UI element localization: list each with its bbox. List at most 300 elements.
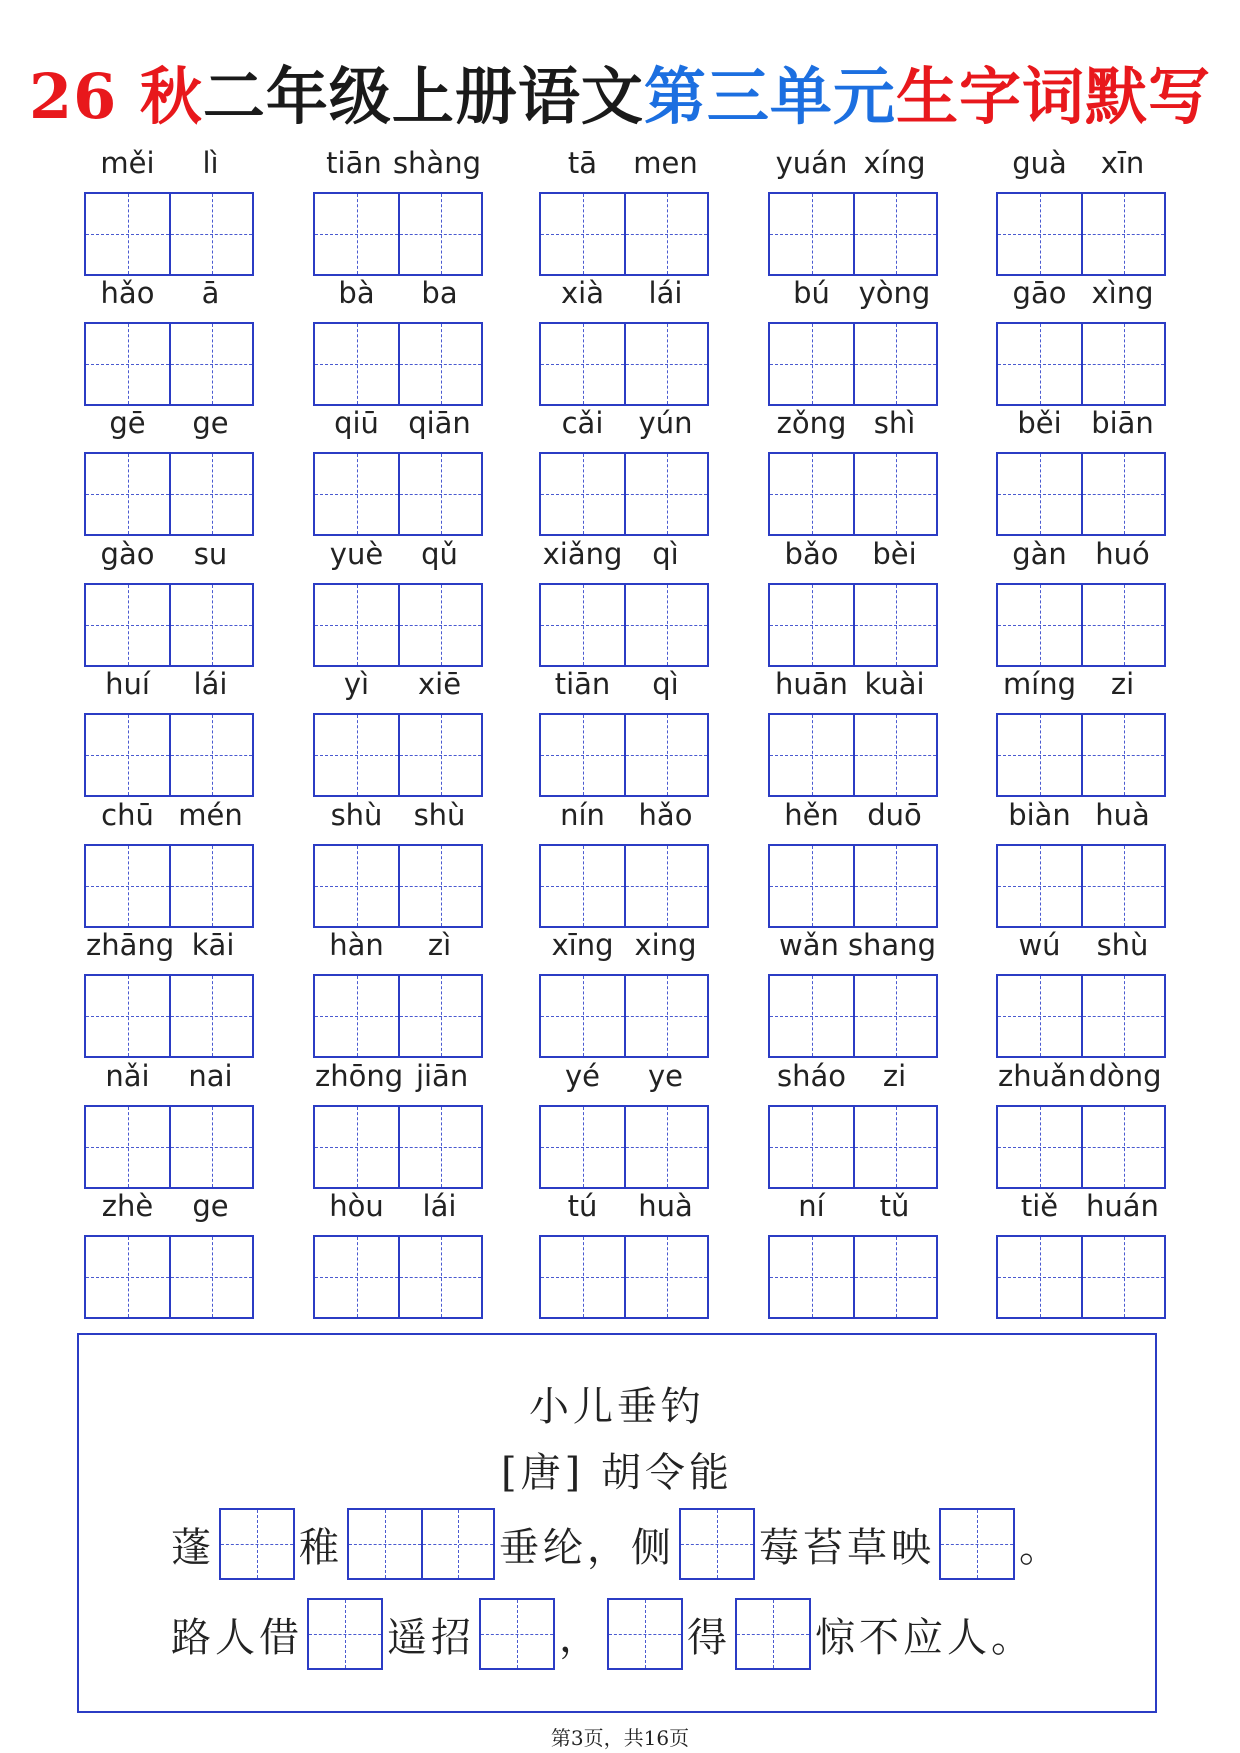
tianzige-cell[interactable]	[1081, 846, 1164, 926]
pinyin-syllable: yún	[638, 406, 693, 440]
word-item	[539, 926, 709, 1046]
writing-box[interactable]	[768, 322, 938, 406]
writing-box[interactable]	[313, 1105, 483, 1189]
writing-box[interactable]	[84, 713, 254, 797]
writing-box[interactable]	[84, 322, 254, 406]
poem-blank-box[interactable]	[307, 1598, 383, 1670]
tianzige-cell[interactable]	[398, 1107, 481, 1187]
poem-text: 惊不应人。	[815, 1614, 1035, 1661]
word-item	[768, 535, 938, 655]
tianzige-cell[interactable]	[624, 846, 707, 926]
pinyin-row	[996, 535, 1166, 573]
pinyin-syllable: xíng	[863, 146, 926, 180]
tianzige-cell[interactable]	[541, 454, 624, 534]
tianzige-cell[interactable]	[541, 324, 624, 404]
pinyin-syllable: ba	[421, 276, 458, 310]
pinyin-row	[539, 1187, 709, 1225]
poem-blank-box[interactable]	[479, 1598, 555, 1670]
pinyin-syllable: ge	[192, 406, 229, 440]
pinyin-syllable: shàng	[392, 146, 481, 180]
writing-box[interactable]	[539, 322, 709, 406]
tianzige-cell[interactable]	[770, 194, 853, 274]
tianzige-cell[interactable]	[86, 1107, 169, 1187]
pinyin-syllable: hàn	[329, 928, 384, 962]
pinyin-row	[768, 1057, 938, 1095]
tianzige-cell[interactable]	[770, 715, 853, 795]
tianzige-cell[interactable]	[998, 194, 1081, 274]
tianzige-cell[interactable]	[169, 976, 252, 1056]
writing-box[interactable]	[768, 844, 938, 928]
tianzige-cell[interactable]	[770, 976, 853, 1056]
tianzige-cell[interactable]	[770, 846, 853, 926]
tianzige-cell[interactable]	[541, 1237, 624, 1317]
tianzige-cell[interactable]	[1081, 194, 1164, 274]
tianzige-cell[interactable]	[86, 324, 169, 404]
word-item	[313, 274, 483, 394]
pinyin-syllable: ye	[647, 1059, 683, 1093]
pinyin-row	[313, 404, 483, 442]
writing-box[interactable]	[313, 452, 483, 536]
word-item	[996, 665, 1166, 785]
pinyin-syllable: duō	[867, 798, 922, 832]
pinyin-syllable: zhōng	[315, 1059, 404, 1093]
writing-box[interactable]	[84, 192, 254, 276]
word-item	[539, 144, 709, 264]
pinyin-syllable: hòu	[329, 1189, 384, 1223]
pinyin-row	[539, 144, 709, 182]
pinyin-syllable: qì	[652, 537, 679, 571]
tianzige-cell[interactable]	[541, 194, 624, 274]
pinyin-syllable: gào	[100, 537, 155, 571]
poem-blank-box[interactable]	[939, 1508, 1015, 1580]
writing-box[interactable]	[539, 844, 709, 928]
pinyin-syllable: qiū	[334, 406, 379, 440]
word-item	[996, 274, 1166, 394]
pinyin-syllable: biàn	[1008, 798, 1071, 832]
pinyin-row	[539, 926, 709, 964]
page-footer: 第3页，共16页	[550, 1726, 690, 1750]
tianzige-cell[interactable]	[315, 194, 398, 274]
writing-box[interactable]	[768, 713, 938, 797]
writing-box[interactable]	[84, 1235, 254, 1319]
writing-box[interactable]	[768, 1105, 938, 1189]
writing-box[interactable]	[996, 1105, 1166, 1189]
poem-author: [唐] 胡令能	[501, 1450, 733, 1496]
pinyin-syllable: huán	[1086, 1189, 1159, 1223]
pinyin-row	[84, 144, 254, 182]
tianzige-cell[interactable]	[624, 585, 707, 665]
tianzige-cell[interactable]	[86, 1237, 169, 1317]
word-item	[996, 535, 1166, 655]
pinyin-syllable: yòng	[858, 276, 931, 310]
tianzige-cell[interactable]	[770, 454, 853, 534]
pinyin-syllable: qiān	[408, 406, 471, 440]
word-item	[313, 665, 483, 785]
tianzige-cell[interactable]	[86, 715, 169, 795]
writing-box[interactable]	[313, 974, 483, 1058]
writing-box[interactable]	[84, 844, 254, 928]
tianzige-cell[interactable]	[169, 846, 252, 926]
pinyin-row	[768, 1187, 938, 1225]
pinyin-syllable: hǎo	[638, 798, 693, 832]
tianzige-cell[interactable]	[624, 324, 707, 404]
pinyin-syllable: hǎo	[100, 276, 155, 310]
pinyin-syllable: bà	[338, 276, 375, 310]
pinyin-syllable: tiān	[554, 667, 611, 701]
pinyin-syllable: tiān	[326, 146, 382, 180]
tianzige-cell[interactable]	[398, 324, 481, 404]
pinyin-row	[768, 274, 938, 312]
tianzige-cell[interactable]	[853, 1107, 936, 1187]
pinyin-syllable: tiě	[1020, 1189, 1059, 1223]
pinyin-row	[768, 665, 938, 703]
word-item	[539, 796, 709, 916]
tianzige-cell[interactable]	[398, 715, 481, 795]
pinyin-syllable: shù	[330, 798, 383, 832]
pinyin-syllable: yì	[343, 667, 370, 701]
tianzige-cell[interactable]	[398, 846, 481, 926]
pinyin-syllable: biān	[1091, 406, 1154, 440]
word-item	[768, 926, 938, 1046]
word-item	[996, 1057, 1166, 1177]
tianzige-cell[interactable]	[541, 1107, 624, 1187]
pinyin-syllable: lái	[648, 276, 683, 310]
writing-box[interactable]	[84, 1105, 254, 1189]
pinyin-row	[313, 1057, 483, 1095]
tianzige-cell[interactable]	[541, 976, 624, 1056]
writing-box[interactable]	[313, 192, 483, 276]
writing-box[interactable]	[539, 192, 709, 276]
pinyin-syllable: tú	[567, 1189, 598, 1223]
tianzige-cell[interactable]	[315, 846, 398, 926]
tianzige-cell[interactable]	[1081, 715, 1164, 795]
pinyin-syllable: shì	[873, 406, 916, 440]
tianzige-cell[interactable]	[169, 1107, 252, 1187]
tianzige-cell[interactable]	[1081, 585, 1164, 665]
tianzige-cell[interactable]	[853, 1237, 936, 1317]
pinyin-syllable: zi	[882, 1059, 907, 1093]
tianzige-cell[interactable]	[853, 846, 936, 926]
word-item	[768, 404, 938, 524]
word-item	[84, 144, 254, 264]
tianzige-cell[interactable]	[315, 1237, 398, 1317]
poem-text: 稚	[299, 1524, 343, 1571]
pinyin-syllable: tā	[567, 146, 598, 180]
tianzige-cell[interactable]	[86, 194, 169, 274]
writing-box[interactable]	[768, 192, 938, 276]
title-part-4: 生字词默写	[895, 60, 1211, 133]
pinyin-syllable: shù	[1096, 928, 1149, 962]
pinyin-syllable: yuè	[329, 537, 384, 571]
tianzige-cell[interactable]	[853, 324, 936, 404]
tianzige-cell[interactable]	[541, 715, 624, 795]
pinyin-syllable: kuài	[864, 667, 925, 701]
pinyin-syllable: sháo	[776, 1059, 846, 1093]
word-item	[84, 926, 254, 1046]
writing-box[interactable]	[539, 974, 709, 1058]
pinyin-row	[768, 796, 938, 834]
pinyin-row	[996, 404, 1166, 442]
writing-box[interactable]	[539, 1235, 709, 1319]
tianzige-cell[interactable]	[86, 585, 169, 665]
poem-line-1	[171, 1507, 1063, 1581]
pinyin-syllable: zhuǎn	[998, 1059, 1087, 1093]
pinyin-syllable: nín	[560, 798, 605, 832]
writing-box[interactable]	[996, 974, 1166, 1058]
poem-text: 蓬	[171, 1524, 215, 1571]
tianzige-cell[interactable]	[624, 1237, 707, 1317]
tianzige-cell[interactable]	[315, 585, 398, 665]
pinyin-row	[768, 535, 938, 573]
word-item	[539, 274, 709, 394]
word-item	[768, 665, 938, 785]
pinyin-row	[768, 926, 938, 964]
tianzige-cell[interactable]	[86, 976, 169, 1056]
pinyin-syllable: zǒng	[776, 406, 847, 440]
poem-text: ，	[559, 1614, 603, 1661]
pinyin-row	[84, 1057, 254, 1095]
pinyin-syllable: ge	[192, 1189, 229, 1223]
word-item	[313, 1057, 483, 1177]
pinyin-syllable: nai	[188, 1059, 233, 1093]
tianzige-cell[interactable]	[853, 194, 936, 274]
pinyin-row	[768, 144, 938, 182]
pinyin-syllable: wǎn	[779, 928, 839, 962]
pinyin-syllable: gē	[109, 406, 146, 440]
tianzige-cell[interactable]	[770, 585, 853, 665]
pinyin-row	[84, 274, 254, 312]
writing-box[interactable]	[313, 1235, 483, 1319]
pinyin-row	[539, 404, 709, 442]
pinyin-syllable: qì	[652, 667, 679, 701]
tianzige-cell[interactable]	[1081, 454, 1164, 534]
pinyin-syllable: gāo	[1012, 276, 1067, 310]
writing-box[interactable]	[313, 713, 483, 797]
pinyin-syllable: huó	[1095, 537, 1150, 571]
tianzige-cell[interactable]	[1081, 1237, 1164, 1317]
tianzige-cell[interactable]	[770, 1237, 853, 1317]
tianzige-cell[interactable]	[315, 715, 398, 795]
tianzige-cell[interactable]	[1081, 1107, 1164, 1187]
word-item	[996, 144, 1166, 264]
tianzige-cell[interactable]	[315, 1107, 398, 1187]
word-item	[84, 665, 254, 785]
writing-box[interactable]	[996, 713, 1166, 797]
tianzige-cell[interactable]	[86, 454, 169, 534]
tianzige-cell[interactable]	[315, 976, 398, 1056]
writing-box[interactable]	[996, 322, 1166, 406]
tianzige-cell[interactable]	[624, 194, 707, 274]
poem-text: 路人借	[171, 1614, 303, 1661]
pinyin-row	[539, 665, 709, 703]
poem-text: 得	[687, 1614, 731, 1661]
poem-text: 莓苔草映	[759, 1524, 935, 1571]
pinyin-syllable: tǔ	[879, 1189, 910, 1223]
tianzige-cell[interactable]	[998, 324, 1081, 404]
tianzige-cell[interactable]	[998, 846, 1081, 926]
title-part-2: 二年级上册语文	[202, 60, 644, 133]
word-item	[996, 1187, 1166, 1307]
tianzige-cell[interactable]	[169, 324, 252, 404]
tianzige-cell[interactable]	[624, 976, 707, 1056]
pinyin-syllable: míng	[1002, 667, 1077, 701]
tianzige-cell[interactable]	[169, 194, 252, 274]
writing-box[interactable]	[768, 583, 938, 667]
pinyin-syllable: men	[633, 146, 698, 180]
poem-blank-box[interactable]	[347, 1508, 495, 1580]
pinyin-syllable: guà	[1012, 146, 1067, 180]
pinyin-syllable: chū	[101, 798, 154, 832]
tianzige-cell[interactable]	[541, 585, 624, 665]
pinyin-syllable: huà	[1095, 798, 1150, 832]
writing-box[interactable]	[996, 452, 1166, 536]
writing-box[interactable]	[768, 452, 938, 536]
word-item	[84, 404, 254, 524]
word-item	[313, 144, 483, 264]
writing-box[interactable]	[313, 322, 483, 406]
poem-blank-box[interactable]	[735, 1598, 811, 1670]
pinyin-row	[313, 535, 483, 573]
pinyin-syllable: lái	[193, 667, 228, 701]
word-item	[313, 926, 483, 1046]
writing-box[interactable]	[539, 452, 709, 536]
pinyin-syllable: xīng	[551, 928, 614, 962]
pinyin-syllable: shù	[413, 798, 466, 832]
tianzige-cell[interactable]	[998, 1237, 1081, 1317]
pinyin-syllable: huà	[638, 1189, 693, 1223]
pinyin-syllable: gàn	[1012, 537, 1067, 571]
pinyin-syllable: cǎi	[561, 406, 604, 440]
tianzige-cell[interactable]	[998, 1107, 1081, 1187]
writing-box[interactable]	[996, 1235, 1166, 1319]
pinyin-syllable: ní	[798, 1189, 825, 1223]
tianzige-cell[interactable]	[624, 1107, 707, 1187]
pinyin-syllable: qǔ	[421, 537, 458, 571]
word-item	[768, 274, 938, 394]
pinyin-syllable: jiān	[415, 1059, 469, 1093]
tianzige-cell[interactable]	[1081, 324, 1164, 404]
word-item	[768, 144, 938, 264]
tianzige-cell[interactable]	[315, 454, 398, 534]
writing-box[interactable]	[768, 974, 938, 1058]
word-item	[313, 1187, 483, 1307]
poem-blank-box[interactable]	[679, 1508, 755, 1580]
poem-blank-box[interactable]	[607, 1598, 683, 1670]
tianzige-cell[interactable]	[398, 976, 481, 1056]
tianzige-cell[interactable]	[1081, 976, 1164, 1056]
pinyin-row	[313, 274, 483, 312]
tianzige-cell[interactable]	[398, 194, 481, 274]
tianzige-cell[interactable]	[853, 976, 936, 1056]
tianzige-cell[interactable]	[541, 846, 624, 926]
tianzige-cell[interactable]	[169, 454, 252, 534]
poem-title: 小儿垂钓	[529, 1384, 705, 1430]
tianzige-cell[interactable]	[853, 585, 936, 665]
pinyin-syllable: lái	[422, 1189, 457, 1223]
pinyin-row	[84, 1187, 254, 1225]
pinyin-row	[996, 274, 1166, 312]
writing-box[interactable]	[996, 583, 1166, 667]
tianzige-cell[interactable]	[998, 585, 1081, 665]
tianzige-cell[interactable]	[998, 976, 1081, 1056]
writing-box[interactable]	[84, 583, 254, 667]
pinyin-syllable: hěn	[784, 798, 839, 832]
tianzige-cell[interactable]	[624, 454, 707, 534]
pinyin-syllable: xīn	[1100, 146, 1145, 180]
tianzige-cell[interactable]	[86, 846, 169, 926]
writing-box[interactable]	[84, 974, 254, 1058]
writing-box[interactable]	[313, 583, 483, 667]
tianzige-cell[interactable]	[398, 454, 481, 534]
pinyin-syllable: běi	[1017, 406, 1062, 440]
tianzige-cell[interactable]	[624, 715, 707, 795]
word-item	[313, 535, 483, 655]
writing-box[interactable]	[539, 1105, 709, 1189]
pinyin-row	[313, 926, 483, 964]
pinyin-syllable: zi	[1110, 667, 1135, 701]
poem-blank-box[interactable]	[219, 1508, 295, 1580]
word-item	[84, 274, 254, 394]
word-item	[996, 404, 1166, 524]
writing-box[interactable]	[84, 452, 254, 536]
pinyin-row	[996, 1187, 1166, 1225]
tianzige-cell[interactable]	[315, 324, 398, 404]
word-item	[539, 535, 709, 655]
writing-box[interactable]	[996, 192, 1166, 276]
word-item	[768, 796, 938, 916]
pinyin-row	[996, 1057, 1166, 1095]
tianzige-cell[interactable]	[998, 454, 1081, 534]
word-item	[313, 796, 483, 916]
tianzige-cell[interactable]	[169, 585, 252, 665]
pinyin-syllable: kāi	[191, 928, 235, 962]
pinyin-syllable: bú	[793, 276, 830, 310]
writing-box[interactable]	[768, 1235, 938, 1319]
title-part-1: 26 秋	[29, 60, 203, 133]
tianzige-cell[interactable]	[169, 715, 252, 795]
pinyin-syllable: huān	[775, 667, 848, 701]
pinyin-row	[313, 796, 483, 834]
pinyin-syllable: xià	[561, 276, 604, 310]
writing-box[interactable]	[539, 583, 709, 667]
tianzige-cell[interactable]	[770, 1107, 853, 1187]
tianzige-cell[interactable]	[770, 324, 853, 404]
word-item	[539, 404, 709, 524]
word-item	[84, 796, 254, 916]
pinyin-syllable: mén	[178, 798, 243, 832]
pinyin-row	[84, 535, 254, 573]
word-item	[313, 404, 483, 524]
tianzige-cell[interactable]	[169, 1237, 252, 1317]
pinyin-syllable: xiē	[417, 667, 462, 701]
tianzige-cell[interactable]	[998, 715, 1081, 795]
pinyin-syllable: ā	[201, 276, 220, 310]
writing-box[interactable]	[996, 844, 1166, 928]
pinyin-row	[768, 404, 938, 442]
pinyin-row	[996, 144, 1166, 182]
writing-box[interactable]	[313, 844, 483, 928]
writing-box[interactable]	[539, 713, 709, 797]
word-item	[539, 665, 709, 785]
tianzige-cell[interactable]	[853, 454, 936, 534]
tianzige-cell[interactable]	[853, 715, 936, 795]
pinyin-row	[996, 796, 1166, 834]
tianzige-cell[interactable]	[398, 585, 481, 665]
tianzige-cell[interactable]	[398, 1237, 481, 1317]
pinyin-syllable: yuán	[775, 146, 848, 180]
pinyin-syllable: xing	[634, 928, 697, 962]
word-item	[996, 796, 1166, 916]
